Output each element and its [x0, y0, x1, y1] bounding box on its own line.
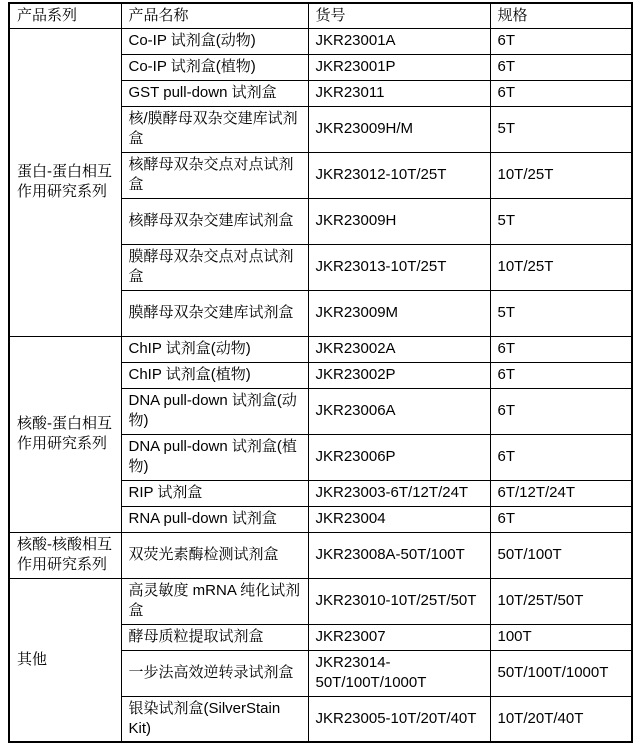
product-name-cell: GST pull-down 试剂盒 [121, 80, 308, 106]
table-row [9, 532, 632, 578]
catalog-code-cell: JKR23001A [308, 28, 490, 54]
catalog-code-cell: JKR23008A-50T/100T [308, 532, 490, 578]
product-name-cell: 核/膜酵母双杂交建库试剂盒 [121, 106, 308, 152]
spec-cell: 10T/25T [490, 152, 632, 198]
catalog-code-cell: JKR23002A [308, 336, 490, 362]
product-name-cell: 高灵敏度 mRNA 纯化试剂盒 [121, 578, 308, 624]
spec-cell: 6T [490, 388, 632, 434]
column-header-spec: 规格 [490, 3, 632, 28]
column-header-name: 产品名称 [121, 3, 308, 28]
spec-cell: 100T [490, 624, 632, 650]
spec-cell: 5T [490, 106, 632, 152]
catalog-code-cell: JKR23013-10T/25T [308, 244, 490, 290]
product-name-cell: 银染试剂盒(SilverStain Kit) [121, 696, 308, 742]
product-name-cell: Co-IP 试剂盒(植物) [121, 54, 308, 80]
table-row [9, 28, 632, 54]
spec-cell: 6T [490, 80, 632, 106]
product-name-cell: DNA pull-down 试剂盒(动物) [121, 388, 308, 434]
catalog-code-cell: JKR23004 [308, 506, 490, 532]
spec-cell: 10T/20T/40T [490, 696, 632, 742]
series-cell: 核酸-蛋白相互作用研究系列 [9, 336, 121, 532]
catalog-code-cell: JKR23007 [308, 624, 490, 650]
product-name-cell: ChIP 试剂盒(动物) [121, 336, 308, 362]
product-name-cell: 膜酵母双杂交点对点试剂盒 [121, 244, 308, 290]
product-name-cell: RIP 试剂盒 [121, 480, 308, 506]
series-cell: 核酸-核酸相互作用研究系列 [9, 532, 121, 578]
product-name-cell: Co-IP 试剂盒(动物) [121, 28, 308, 54]
header-row [9, 3, 632, 28]
catalog-code-cell: JKR23011 [308, 80, 490, 106]
spec-cell: 6T [490, 336, 632, 362]
spec-cell: 5T [490, 198, 632, 244]
spec-cell: 6T [490, 362, 632, 388]
spec-cell: 6T/12T/24T [490, 480, 632, 506]
spec-cell: 50T/100T/1000T [490, 650, 632, 696]
product-name-cell: 膜酵母双杂交建库试剂盒 [121, 290, 308, 336]
product-catalog-table [8, 2, 633, 743]
catalog-code-cell: JKR23002P [308, 362, 490, 388]
catalog-code-cell: JKR23009H [308, 198, 490, 244]
product-name-cell: 核酵母双杂交点对点试剂盒 [121, 152, 308, 198]
spec-cell: 10T/25T [490, 244, 632, 290]
product-name-cell: 酵母质粒提取试剂盒 [121, 624, 308, 650]
spec-cell: 6T [490, 434, 632, 480]
series-cell: 蛋白-蛋白相互作用研究系列 [9, 28, 121, 336]
table-row [9, 336, 632, 362]
catalog-code-cell: JKR23006P [308, 434, 490, 480]
product-name-cell: 双荧光素酶检测试剂盒 [121, 532, 308, 578]
catalog-code-cell: JKR23006A [308, 388, 490, 434]
spec-cell: 6T [490, 506, 632, 532]
catalog-code-cell: JKR23003-6T/12T/24T [308, 480, 490, 506]
catalog-code-cell: JKR23009H/M [308, 106, 490, 152]
column-header-series: 产品系列 [9, 3, 121, 28]
spec-cell: 6T [490, 54, 632, 80]
catalog-code-cell: JKR23014-50T/100T/1000T [308, 650, 490, 696]
catalog-code-cell: JKR23010-10T/25T/50T [308, 578, 490, 624]
spec-cell: 5T [490, 290, 632, 336]
spec-cell: 6T [490, 28, 632, 54]
column-header-code: 货号 [308, 3, 490, 28]
product-name-cell: 一步法高效逆转录试剂盒 [121, 650, 308, 696]
product-name-cell: DNA pull-down 试剂盒(植物) [121, 434, 308, 480]
product-name-cell: ChIP 试剂盒(植物) [121, 362, 308, 388]
product-name-cell: 核酵母双杂交建库试剂盒 [121, 198, 308, 244]
spec-cell: 10T/25T/50T [490, 578, 632, 624]
catalog-code-cell: JKR23012-10T/25T [308, 152, 490, 198]
product-name-cell: RNA pull-down 试剂盒 [121, 506, 308, 532]
catalog-code-cell: JKR23005-10T/20T/40T [308, 696, 490, 742]
spec-cell: 50T/100T [490, 532, 632, 578]
table-row [9, 578, 632, 624]
series-cell: 其他 [9, 578, 121, 742]
catalog-code-cell: JKR23001P [308, 54, 490, 80]
catalog-code-cell: JKR23009M [308, 290, 490, 336]
